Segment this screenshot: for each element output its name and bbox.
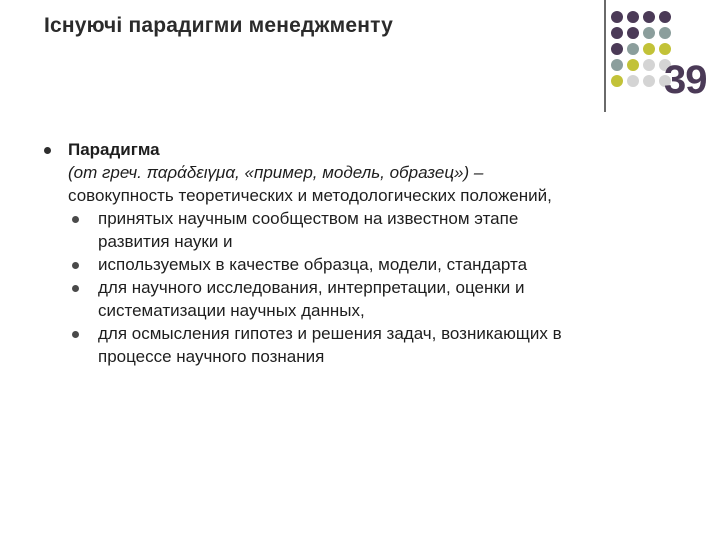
bullet-dot bbox=[72, 216, 79, 223]
main-bullet bbox=[40, 138, 680, 207]
bullet-dot bbox=[72, 285, 79, 292]
list-item bbox=[40, 253, 680, 276]
decorative-dot bbox=[659, 43, 671, 55]
slide-title: Існуючі парадигми менеджменту bbox=[44, 14, 393, 37]
slide-body bbox=[40, 138, 680, 368]
decorative-dot bbox=[659, 27, 671, 39]
slide-number: 39 bbox=[664, 58, 707, 102]
decorative-dot-grid bbox=[0, 0, 720, 120]
decorative-dot bbox=[659, 11, 671, 23]
term-etymology: (от греч. παράδειγμα, «пример, модель, образец») – bbox=[68, 163, 484, 182]
header-divider bbox=[604, 0, 606, 112]
bullet-dot bbox=[44, 147, 51, 154]
list-item-line: используемых в качестве образца, модели, стандарта bbox=[98, 255, 528, 274]
list-item-line: систематизации научных данных, bbox=[98, 301, 365, 320]
decorative-dot bbox=[627, 27, 639, 39]
list-item-line: развития науки и bbox=[98, 232, 233, 251]
decorative-dot bbox=[627, 43, 639, 55]
bullet-dot bbox=[72, 331, 79, 338]
decorative-dot bbox=[611, 43, 623, 55]
decorative-dot bbox=[611, 27, 623, 39]
decorative-dot bbox=[627, 75, 639, 87]
list-item bbox=[40, 207, 680, 253]
decorative-dot bbox=[643, 59, 655, 71]
decorative-dot bbox=[643, 43, 655, 55]
term-definition: совокупность теоретических и методологических положений, bbox=[68, 186, 552, 205]
list-item-line: для научного исследования, интерпретации, оценки и bbox=[98, 278, 525, 297]
decorative-dot bbox=[643, 11, 655, 23]
decorative-dot bbox=[611, 11, 623, 23]
list-item bbox=[40, 322, 680, 368]
bullet-dot bbox=[72, 262, 79, 269]
term-heading: Парадигма bbox=[68, 140, 160, 159]
list-item bbox=[40, 276, 680, 322]
decorative-dot bbox=[643, 75, 655, 87]
decorative-dot bbox=[611, 59, 623, 71]
decorative-dot bbox=[643, 27, 655, 39]
list-item-line: для осмысления гипотез и решения задач, возникающих в bbox=[98, 324, 562, 343]
decorative-dot bbox=[611, 75, 623, 87]
list-item-line: процессе научного познания bbox=[98, 347, 325, 366]
decorative-dot bbox=[627, 59, 639, 71]
list-item-line: принятых научным сообществом на известном этапе bbox=[98, 209, 519, 228]
decorative-dot bbox=[627, 11, 639, 23]
